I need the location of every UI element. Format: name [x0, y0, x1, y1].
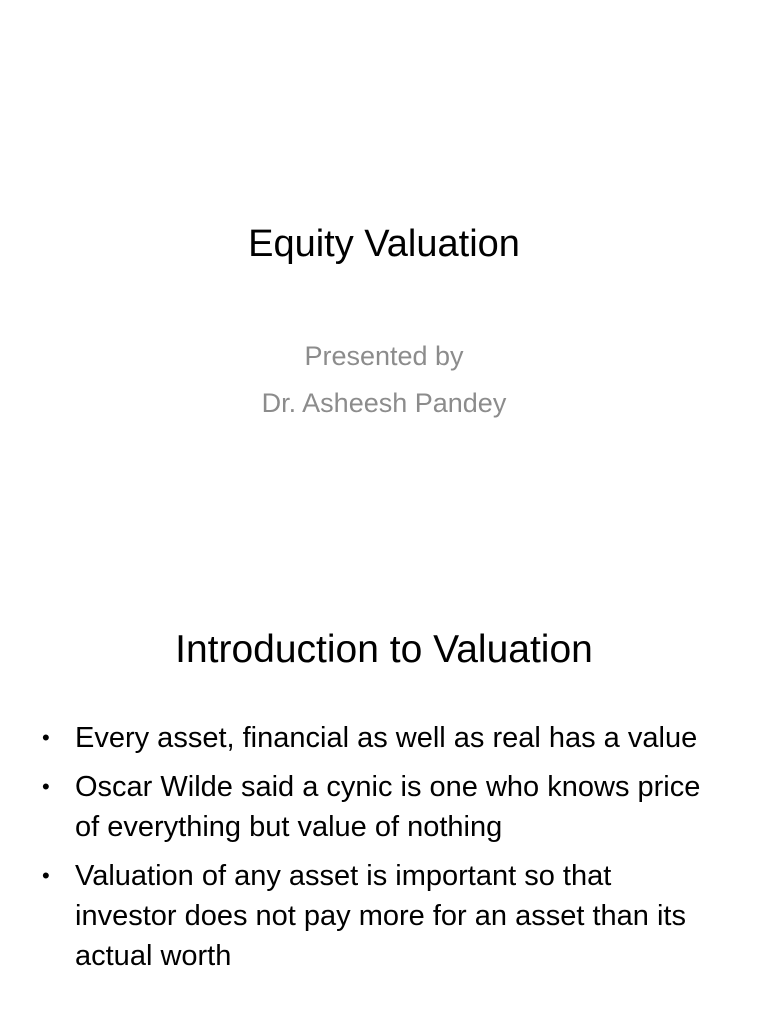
bullet-text: Oscar Wilde said a cynic is one who knows price of everything but value of nothing — [75, 771, 701, 843]
bullet-icon: • — [42, 863, 50, 888]
bullet-text: Every asset, financial as well as real has a value — [75, 722, 698, 754]
slide-title: Equity Valuation — [248, 223, 520, 265]
bullet-list — [40, 718, 720, 985]
bullet-icon: • — [42, 725, 50, 750]
bullet-item — [40, 856, 720, 976]
subtitle-line-presented-by: Presented by — [304, 341, 464, 371]
content-slide — [0, 580, 768, 1024]
bullet-item — [40, 718, 720, 758]
slide-title: Introduction to Valuation — [175, 628, 593, 671]
bullet-text: Valuation of any asset is important so that investor does not pay more for an asset than its actual worth — [75, 860, 686, 972]
bullet-icon: • — [42, 774, 50, 799]
subtitle-line-author: Dr. Asheesh Pandey — [261, 388, 507, 418]
slide-subtitle — [0, 333, 768, 427]
bullet-item — [40, 767, 720, 847]
